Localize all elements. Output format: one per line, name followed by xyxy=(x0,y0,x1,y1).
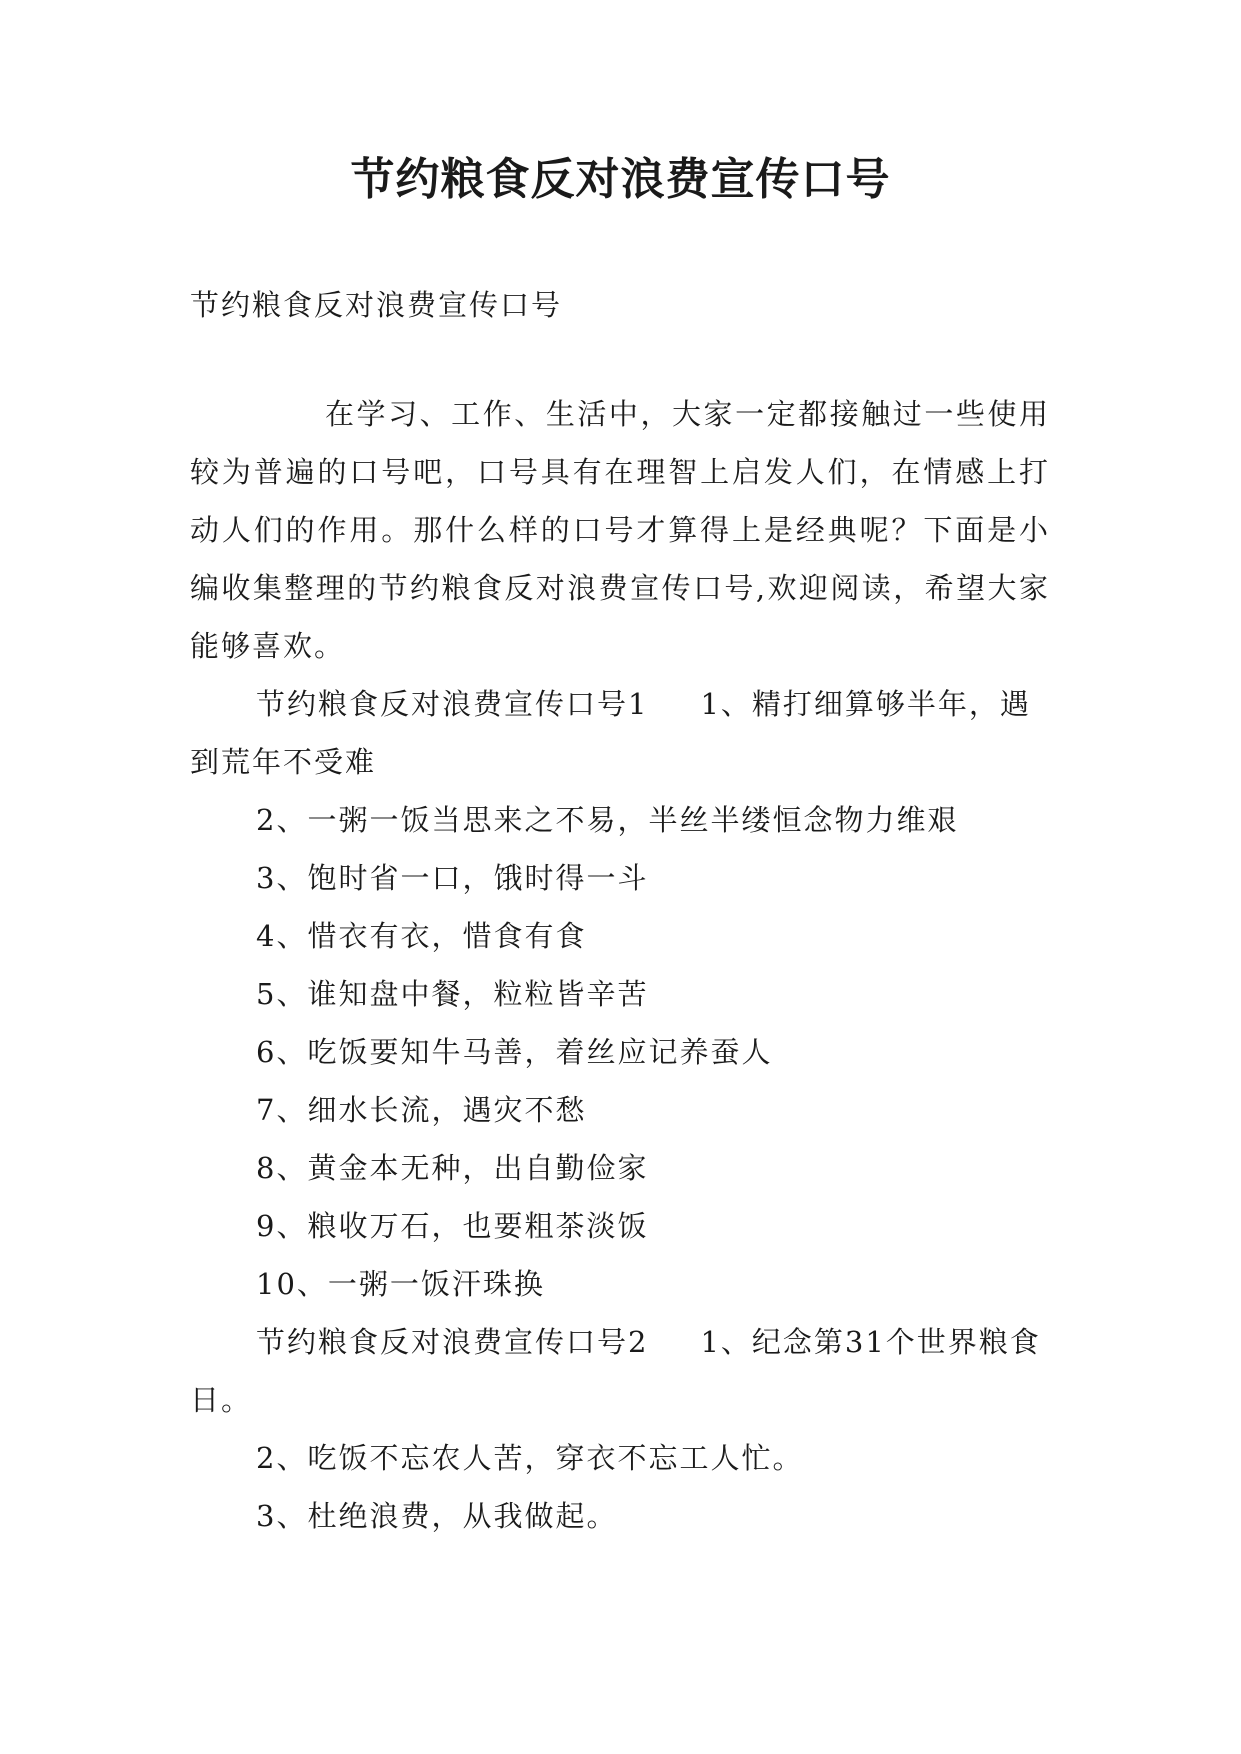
document-title: 节约粮食反对浪费宣传口号 xyxy=(350,154,891,205)
section1-item-2: 2、一粥一饭当思来之不易，半丝半缕恒念物力维艰 xyxy=(256,803,959,837)
document-body xyxy=(190,285,1050,1545)
section2-heading-paragraph xyxy=(190,1313,1050,1429)
section1-item-3: 3、饱时省一口，饿时得一斗 xyxy=(256,861,649,895)
section2-item-2: 2、吃饭不忘农人苦，穿衣不忘工人忙。 xyxy=(256,1441,804,1475)
intro-paragraph: 在学习、工作、生活中，大家一定都接触过一些使用较为普遍的口号吧，口号具有在理智上启发人们，在情感上打动人们的作用。那什么样的口号才算得上是经典呢？下面是小编收集整理的节约粮食反对浪费宣传口号,欢迎阅读，希望大家能够喜欢。 xyxy=(190,397,1050,663)
section1-item-6: 6、吃饭要知牛马善，着丝应记养蚕人 xyxy=(256,1035,773,1069)
section1-item-8: 8、黄金本无种，出自勤俭家 xyxy=(256,1151,649,1185)
section1-item-10: 10、一粥一饭汗珠换 xyxy=(256,1267,545,1301)
section2-first-item: 1、纪念第31个世界粮食日。 xyxy=(190,1325,1041,1417)
section1-item-5: 5、谁知盘中餐，粒粒皆辛苦 xyxy=(256,977,649,1011)
section1-item-4: 4、惜衣有衣，惜食有食 xyxy=(256,919,587,953)
section1-item-9: 9、粮收万石，也要粗茶淡饭 xyxy=(256,1209,649,1243)
document-subtitle: 节约粮食反对浪费宣传口号 xyxy=(190,288,563,322)
section1-heading: 节约粮食反对浪费宣传口号1 xyxy=(256,687,649,721)
section1-item-7: 7、细水长流，遇灾不愁 xyxy=(256,1093,587,1127)
section2-heading: 节约粮食反对浪费宣传口号2 xyxy=(256,1325,649,1359)
section2-item-3: 3、杜绝浪费，从我做起。 xyxy=(256,1499,618,1533)
section1-heading-paragraph xyxy=(190,675,1050,791)
section1-first-item: 1、精打细算够半年，遇到荒年不受难 xyxy=(190,687,1031,779)
